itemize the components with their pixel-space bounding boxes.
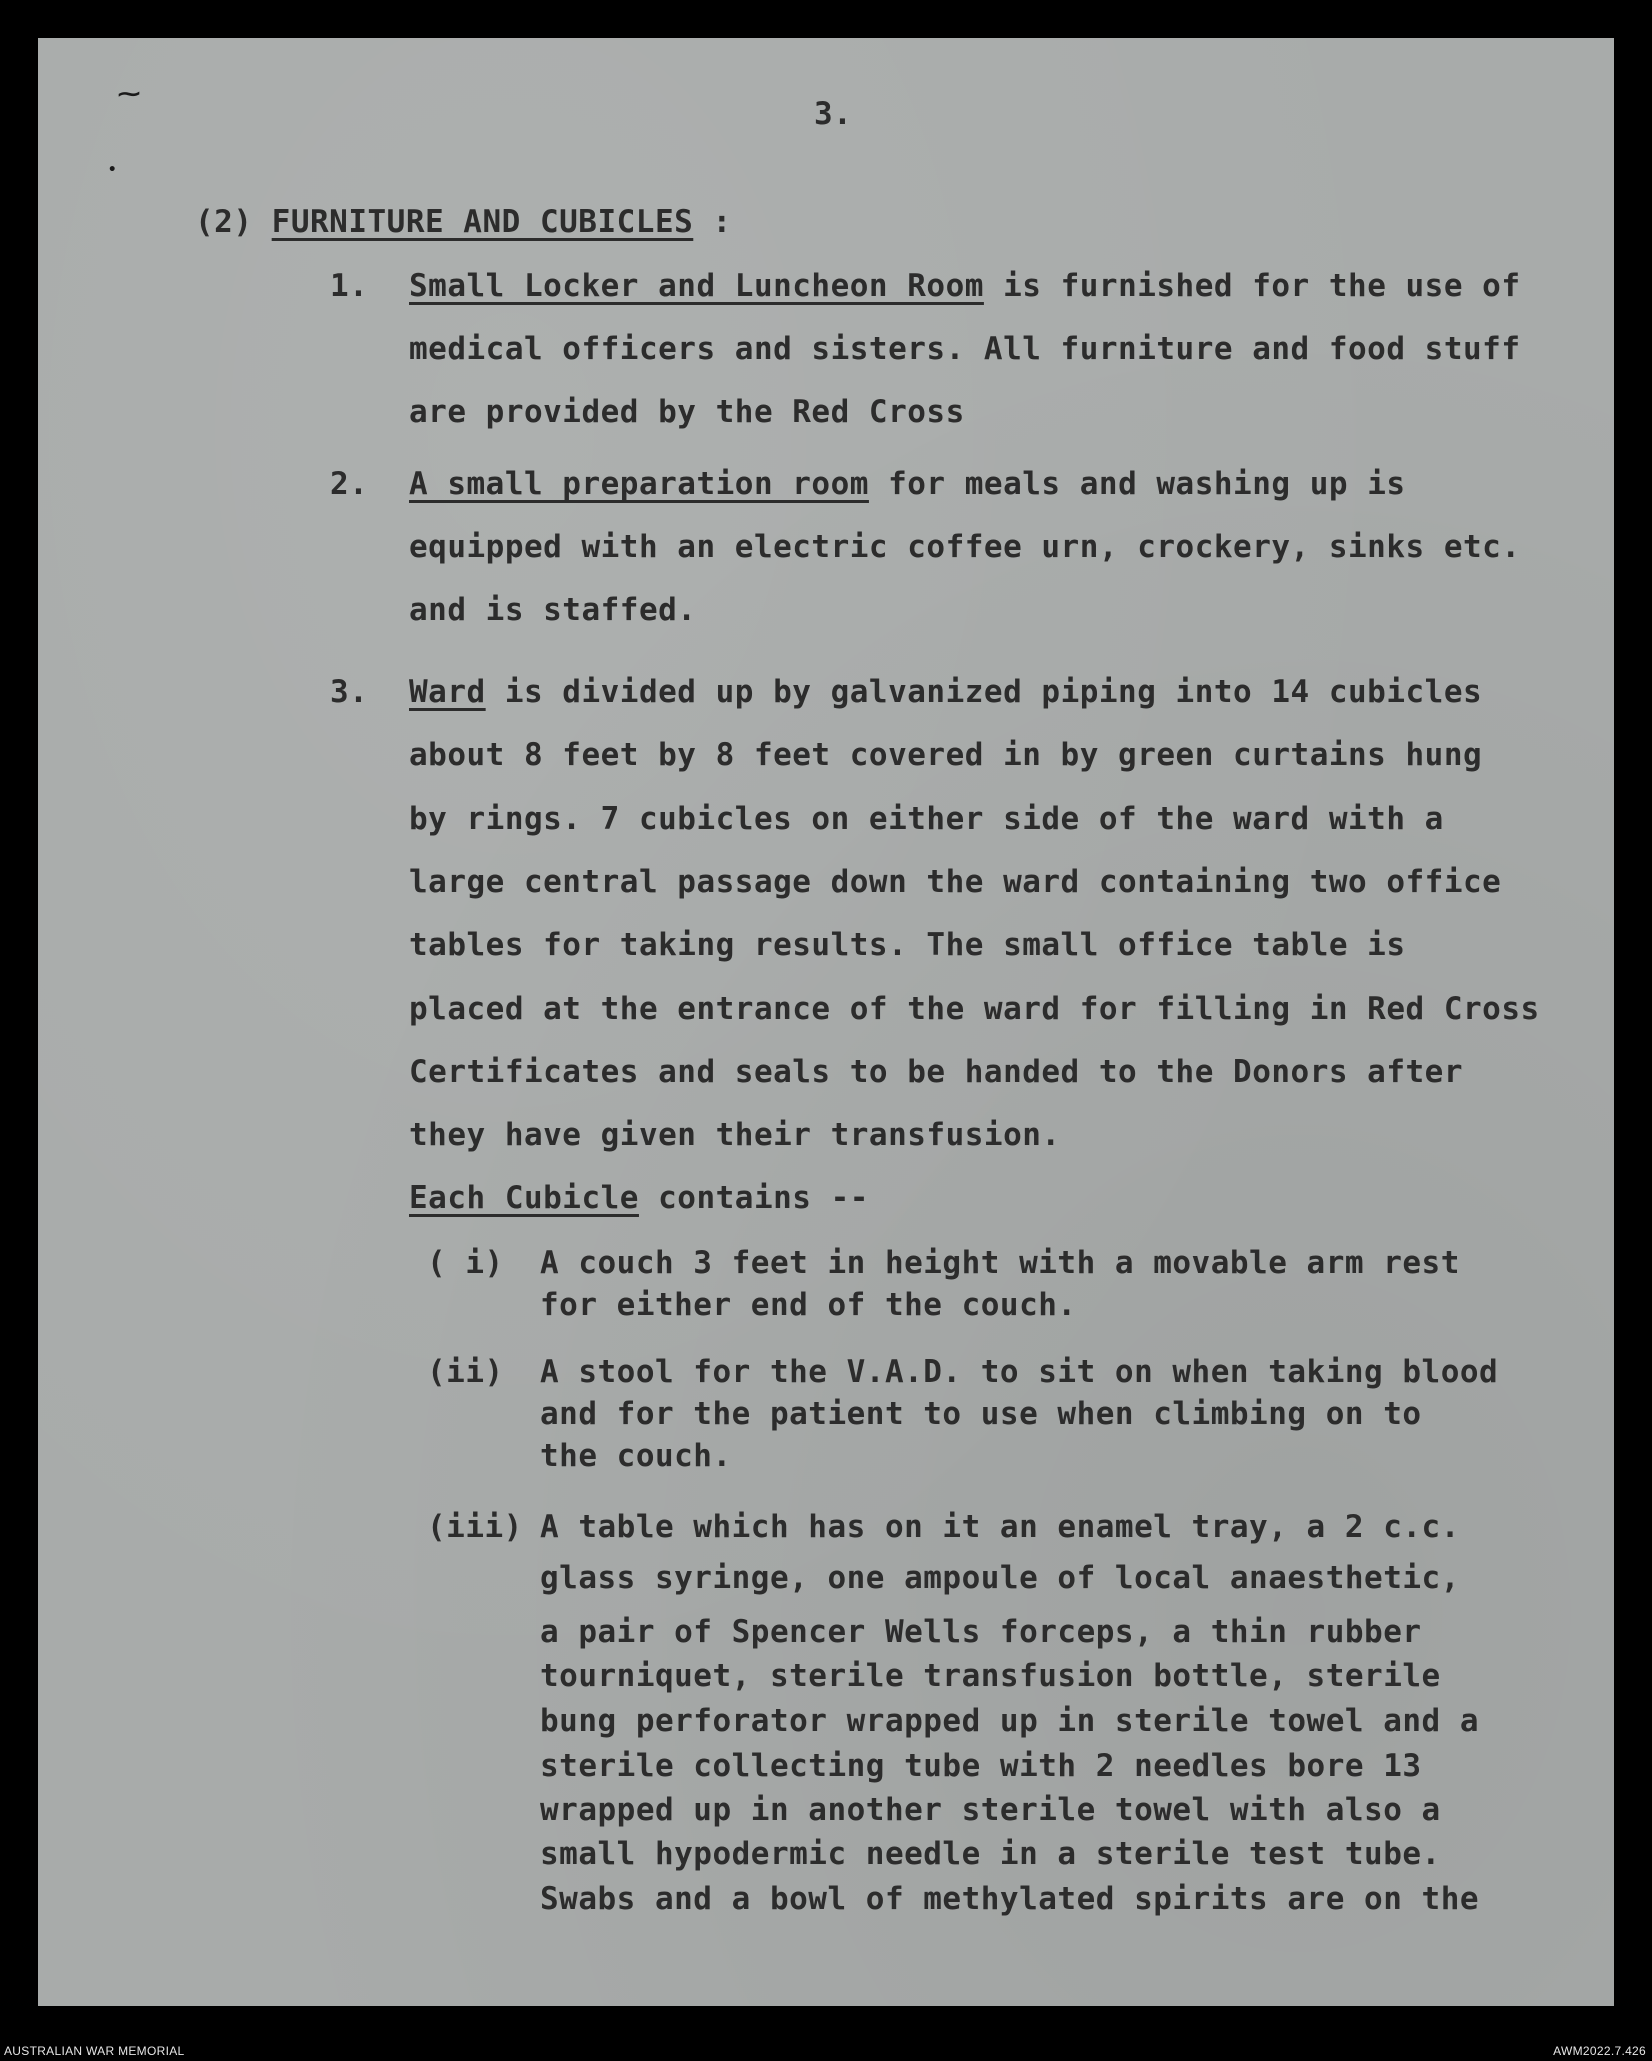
- item-first-line: [409, 466, 1406, 502]
- cubicle-text: contains --: [638, 1180, 869, 1216]
- footer-credit: AUSTRALIAN WAR MEMORIAL: [4, 2044, 185, 2058]
- section-heading: [195, 204, 732, 240]
- ink-mark: ⁓: [118, 82, 141, 107]
- item-text: for meals and washing up is: [868, 466, 1406, 502]
- subitem-line: the couch.: [540, 1438, 732, 1474]
- item-line: large central passage down the ward containing two office: [409, 864, 1502, 900]
- item-number: 1.: [330, 268, 369, 304]
- subitem-line: wrapped up in another sterile towel with also a: [540, 1792, 1441, 1828]
- item-number: 2.: [330, 466, 369, 502]
- subitem-line: glass syringe, one ampoule of local anaesthetic,: [540, 1560, 1460, 1596]
- item-first-line: [409, 674, 1482, 710]
- subitem-line: for either end of the couch.: [540, 1287, 1077, 1323]
- item-line: Certificates and seals to be handed to the Donors after: [409, 1054, 1463, 1090]
- item-line: they have given their transfusion.: [409, 1117, 1061, 1153]
- subitem-number: (iii): [427, 1509, 523, 1545]
- subitem-line: small hypodermic needle in a sterile test tube.: [540, 1836, 1441, 1872]
- item-title: Small Locker and Luncheon Room: [409, 268, 984, 304]
- subitem-line: Swabs and a bowl of methylated spirits are on the: [540, 1881, 1480, 1917]
- item-line: tables for taking results. The small office table is: [409, 927, 1406, 963]
- item-line: about 8 feet by 8 feet covered in by green curtains hung: [409, 737, 1483, 773]
- ink-dot: •: [108, 162, 117, 178]
- subitem-line: bung perforator wrapped up in sterile towel and a: [540, 1703, 1480, 1739]
- subitem-number: ( i): [427, 1245, 504, 1281]
- item-text: is divided up by galvanized piping into 14 cubicles: [485, 674, 1483, 710]
- item-title: A small preparation room: [409, 466, 869, 502]
- subitem-number: (ii): [427, 1354, 504, 1390]
- page-number: 3.: [814, 96, 853, 132]
- subitem-line: A table which has on it an enamel tray, a 2 c.c.: [540, 1509, 1460, 1545]
- item-line: placed at the entrance of the ward for filling in Red Cross: [409, 991, 1540, 1027]
- footer-accession: AWM2022.7.426: [1553, 2044, 1646, 2058]
- item-number: 3.: [330, 674, 369, 710]
- item-line: equipped with an electric coffee urn, crockery, sinks etc.: [409, 529, 1521, 565]
- subitem-line: and for the patient to use when climbing on to: [540, 1396, 1422, 1432]
- section-colon: :: [712, 204, 732, 240]
- item-first-line: [409, 268, 1521, 304]
- cubicle-heading: [409, 1180, 869, 1216]
- item-line: and is staffed.: [409, 592, 697, 628]
- subitem-line: A couch 3 feet in height with a movable arm rest: [540, 1245, 1460, 1281]
- section-number: (2): [195, 204, 253, 240]
- section-title: FURNITURE AND CUBICLES: [271, 204, 694, 240]
- item-text: is furnished for the use of: [983, 268, 1521, 304]
- subitem-line: A stool for the V.A.D. to sit on when taking blood: [540, 1354, 1499, 1390]
- item-line: by rings. 7 cubicles on either side of the ward with a: [409, 801, 1444, 837]
- cubicle-title: Each Cubicle: [409, 1180, 639, 1216]
- subitem-line: sterile collecting tube with 2 needles bore 13: [540, 1748, 1422, 1784]
- subitem-line: a pair of Spencer Wells forceps, a thin rubber: [540, 1614, 1422, 1650]
- subitem-line: tourniquet, sterile transfusion bottle, sterile: [540, 1658, 1441, 1694]
- document-page: [38, 38, 1614, 2006]
- item-title: Ward: [409, 674, 486, 710]
- item-line: medical officers and sisters. All furniture and food stuff: [409, 331, 1521, 367]
- item-line: are provided by the Red Cross: [409, 394, 965, 430]
